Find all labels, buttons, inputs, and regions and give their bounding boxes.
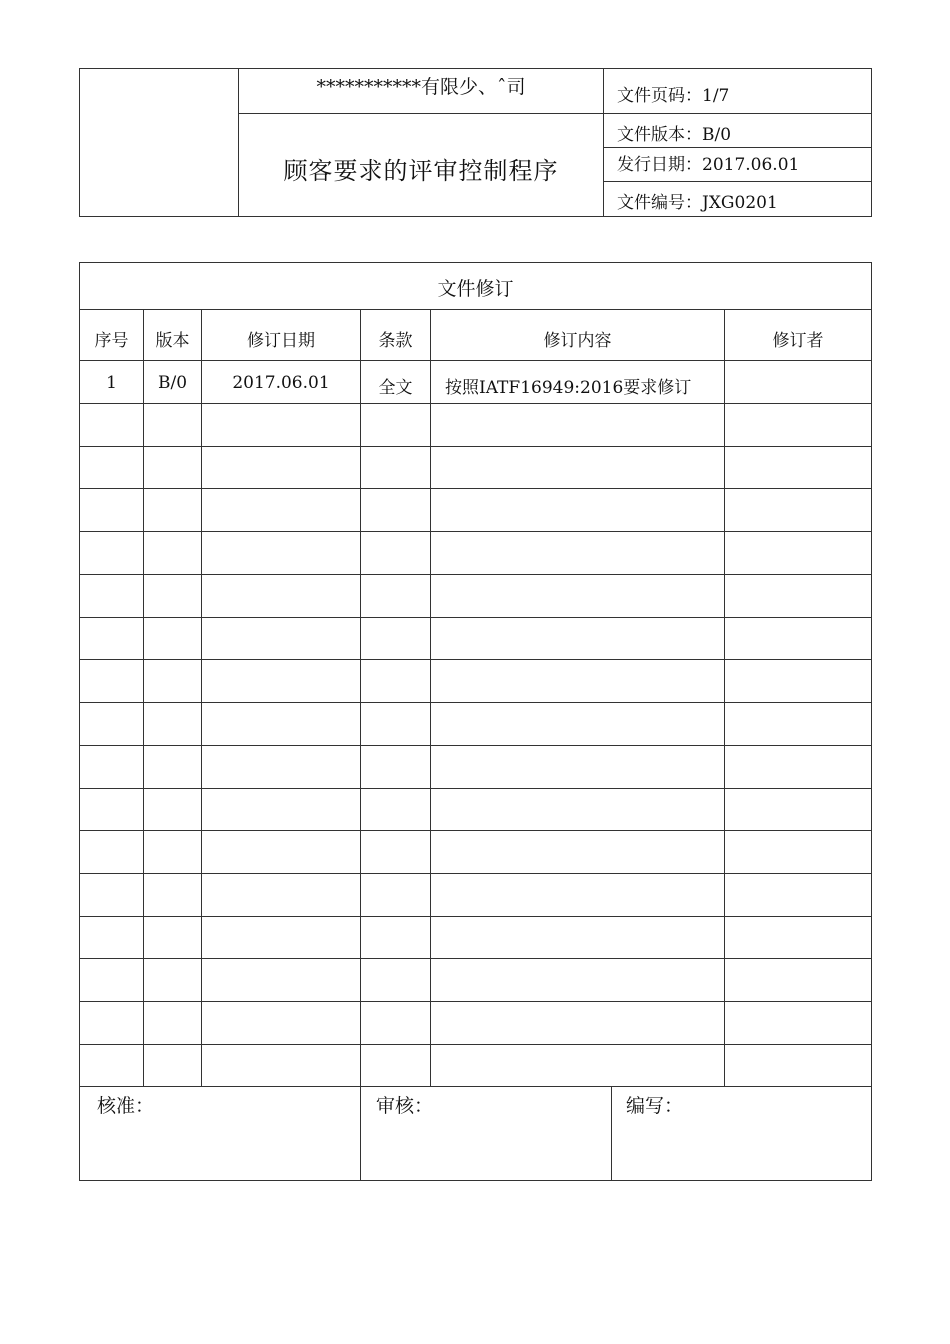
issue-date-value: 2017.06.01: [702, 155, 800, 175]
document-number-label: 文件编号：: [617, 193, 702, 213]
column-header-reviser: 修订者: [772, 331, 824, 351]
column-header-date: 修订日期: [247, 331, 315, 351]
column-header-seq: 序号: [94, 331, 129, 351]
approve-label: 核准：: [97, 1095, 155, 1117]
issue-date-label: 发行日期：: [617, 155, 702, 175]
company-name: ***********有限少、ˆ司: [316, 76, 526, 98]
version-field: [617, 120, 731, 145]
row-date: 2017.06.01: [232, 373, 330, 393]
column-header-content: 修订内容: [543, 331, 612, 351]
document-number-value: JXG0201: [702, 193, 778, 213]
version-label: 文件版本：: [617, 125, 702, 145]
row-content: 按照IATF16949:2016要求修订: [445, 378, 692, 398]
page-number-field: [617, 81, 729, 106]
version-value: B/0: [702, 125, 732, 145]
prepare-label: 编写：: [626, 1095, 684, 1117]
row-version: B/0: [157, 373, 188, 393]
review-label: 审核：: [376, 1095, 434, 1117]
issue-date-field: [617, 150, 799, 175]
column-header-version: 版本: [155, 331, 190, 351]
row-clause: 全文: [378, 378, 413, 398]
document-title: 顾客要求的评审控制程序: [283, 157, 559, 185]
page-number-label: 文件页码：: [617, 86, 702, 106]
column-header-clause: 条款: [378, 331, 413, 351]
document-number-field: [617, 188, 778, 213]
page-number-value: 1/7: [702, 86, 730, 106]
revision-table-title: 文件修订: [437, 278, 514, 300]
row-seq: 1: [106, 373, 117, 393]
logo-area: [80, 69, 238, 216]
